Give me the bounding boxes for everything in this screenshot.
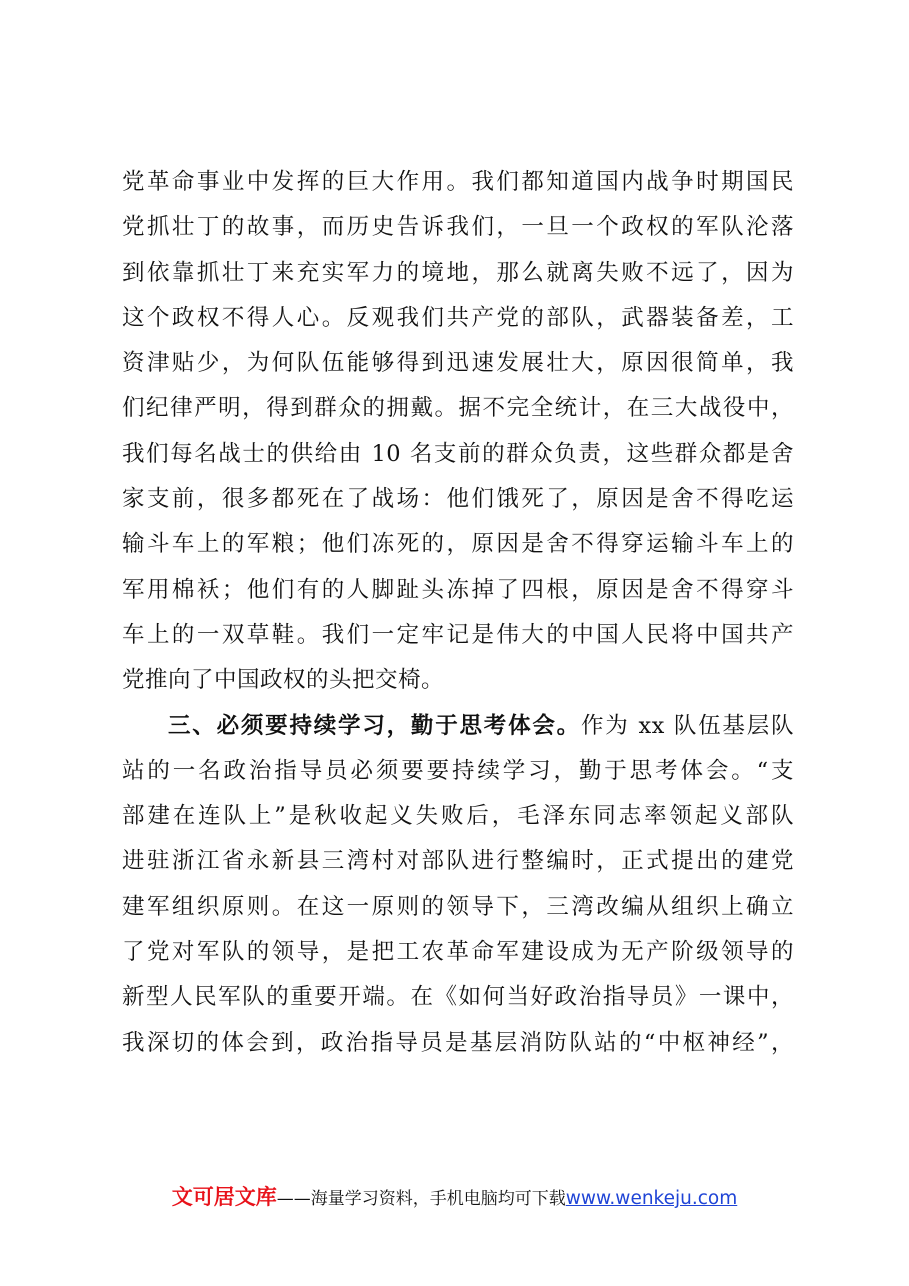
text-line: 了党对军队的领导，是把工农革命军建设成为无产阶级领导的 (122, 939, 794, 966)
footer-link[interactable]: www.wenkeju.com (565, 1188, 738, 1209)
text-line: 进驻浙江省永新县三湾村对部队进行整编时，正式提出的建党 (122, 848, 794, 875)
text-line: 党革命事业中发挥的巨大作用。我们都知道国内战争时期国民 (122, 169, 794, 195)
text-line: 到依靠抓壮丁来充实军力的境地，那么就离失败不远了，因为 (122, 259, 794, 286)
text-line: 我们每名战士的供给由 10 名支前的群众负责，这些群众都是舍 (122, 440, 794, 467)
text-line: 资津贴少，为何队伍能够得到迅速发展壮大，原因很简单，我 (122, 350, 794, 377)
paragraph-2 (122, 704, 794, 1066)
text-line: 部建在连队上”是秋收起义失败后，毛泽东同志率领起义部队 (122, 803, 794, 830)
text-line: 输斗车上的军粮；他们冻死的，原因是舍不得穿运输斗车上的 (122, 531, 794, 558)
text-line: 新型人民军队的重要开端。在《如何当好政治指导员》一课中， (122, 984, 794, 1011)
text-line: 们纪律严明，得到群众的拥戴。据不完全统计，在三大战役中， (122, 395, 794, 422)
text-line: 站的一名政治指导员必须要要持续学习，勤于思考体会。“支 (122, 757, 794, 784)
text-fragment: 作为 xx 队伍基层队 (580, 712, 794, 739)
text-line (122, 704, 794, 749)
text-line: 车上的一双草鞋。我们一定牢记是伟大的中国人民将中国共产 (122, 621, 794, 648)
text-line: 党推向了中国政权的头把交椅。 (122, 667, 445, 694)
paragraph-1 (122, 160, 794, 704)
footer-brand: 文可居文库 (171, 1185, 277, 1209)
text-line: 这个政权不得人心。反观我们共产党的部队，武器装备差，工 (122, 304, 794, 331)
text-line: 家支前，很多都死在了战场：他们饿死了，原因是舍不得吃运 (122, 486, 794, 513)
document-body (122, 160, 794, 1066)
footer-tagline: ——海量学习资料，手机电脑均可下载 (276, 1189, 566, 1209)
page-footer (0, 1181, 909, 1211)
section-heading: 三、必须要持续学习，勤于思考体会。 (168, 712, 581, 739)
text-line: 我深切的体会到，政治指导员是基层消防队站的“中枢神经”， (122, 1029, 794, 1056)
text-line: 军用棉袄；他们有的人脚趾头冻掉了四根，原因是舍不得穿斗 (122, 576, 794, 603)
text-line: 党抓壮丁的故事，而历史告诉我们，一旦一个政权的军队沦落 (122, 214, 794, 241)
text-line: 建军组织原则。在这一原则的领导下，三湾改编从组织上确立 (122, 893, 794, 920)
